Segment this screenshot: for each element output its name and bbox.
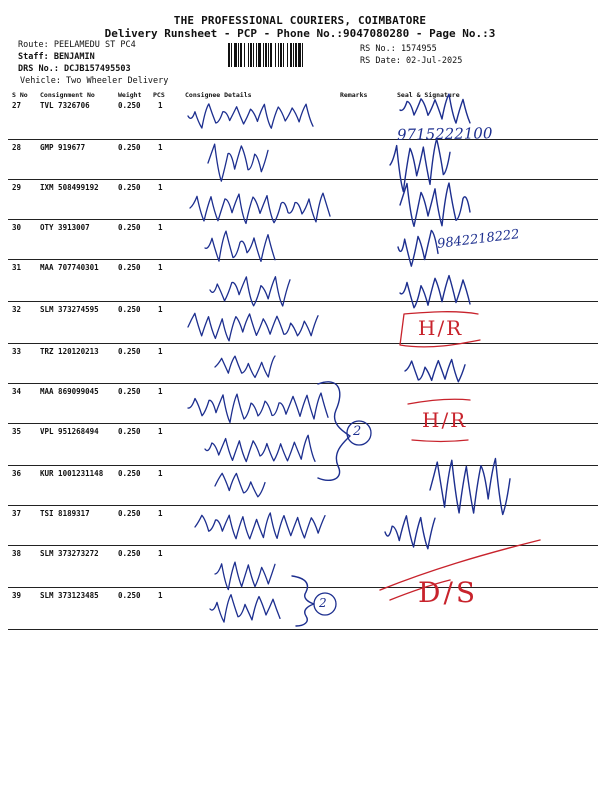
handwritten-count-34-35: 2: [353, 424, 362, 439]
row-pcs: 1: [158, 183, 163, 192]
row-weight: 0.250: [118, 591, 141, 600]
consignee-name-scribble: [205, 435, 315, 461]
handwritten-phone-30: 9842218222: [436, 227, 521, 252]
row-pcs: 1: [158, 387, 163, 396]
row-weight: 0.250: [118, 347, 141, 356]
row-weight: 0.250: [118, 427, 141, 436]
row-sno: 39: [12, 591, 22, 600]
row-weight: 0.250: [118, 387, 141, 396]
col-consignee: Consignee Details: [185, 91, 252, 99]
row-consignment-no: KUR 1001231148: [40, 469, 104, 478]
route-label: Route: PEELAMEDU ST PC4: [18, 40, 136, 50]
row-pcs: 1: [158, 101, 163, 110]
col-signature: Seal & Signature: [397, 91, 460, 99]
row-sno: 34: [12, 387, 22, 396]
handwritten-phone-27: 9715222100: [396, 124, 493, 144]
row-pcs: 1: [158, 509, 163, 518]
row-pcs: 1: [158, 223, 163, 232]
row-pcs: 1: [158, 305, 163, 314]
row-pcs: 1: [158, 347, 163, 356]
row-consignment-no: GMP 919677: [40, 143, 86, 152]
consignee-name-scribble: [208, 144, 268, 181]
row-consignment-no: SLM 373273272: [40, 549, 99, 558]
row-sno: 28: [12, 143, 22, 152]
row-weight: 0.250: [118, 223, 141, 232]
col-sno: S No: [12, 91, 28, 99]
rs-date: RS Date: 02-Jul-2025: [360, 56, 463, 66]
row-weight: 0.250: [118, 305, 141, 314]
consignee-name-scribble: [215, 473, 265, 496]
handwritten-mark-38-39: D/S: [418, 576, 479, 609]
row-sno: 36: [12, 469, 22, 478]
consignee-name-scribble: [215, 356, 275, 377]
consignee-name-scribble: [205, 231, 275, 261]
consignee-name-scribble: [190, 193, 330, 223]
col-pcs: PCS: [153, 91, 165, 99]
consignee-name-scribble: [215, 562, 275, 589]
row-weight: 0.250: [118, 509, 141, 518]
row-weight: 0.250: [118, 101, 141, 110]
row-sno: 35: [12, 427, 22, 436]
row-sno: 33: [12, 347, 22, 356]
handwritten-mark-34: H/R: [422, 408, 468, 432]
row-sno: 31: [12, 263, 22, 272]
row-weight: 0.250: [118, 183, 141, 192]
row-sno: 32: [12, 305, 22, 314]
row-consignment-no: MAA 707740301: [40, 263, 99, 272]
handwritten-count-38-39: 2: [319, 596, 327, 610]
row-consignment-no: TRZ 120120213: [40, 347, 99, 356]
signature-scribble: [430, 459, 510, 515]
signature-scribble: [400, 183, 470, 226]
row-weight: 0.250: [118, 143, 141, 152]
row-consignment-no: TSI 8189317: [40, 509, 90, 518]
staff-label: Staff: BENJAMIN: [18, 52, 95, 62]
consignee-name-scribble: [188, 104, 313, 128]
rs-number: RS No.: 1574955: [360, 44, 437, 54]
document-title: THE PROFESSIONAL COURIERS, COIMBATORE: [173, 14, 427, 27]
brace-38-39: [292, 576, 314, 626]
row-pcs: 1: [158, 469, 163, 478]
row-sno: 37: [12, 509, 22, 518]
row-pcs: 1: [158, 143, 163, 152]
row-consignment-no: SLM 373123485: [40, 591, 99, 600]
signature-scribble: [405, 360, 465, 382]
consignee-name-scribble: [210, 277, 290, 306]
handwritten-mark-32: H/R: [418, 316, 464, 340]
brace-34-35: [318, 382, 350, 480]
col-consignment: Consignment No: [40, 91, 95, 99]
vehicle-label: Vehicle: Two Wheeler Delivery: [20, 76, 169, 86]
row-consignment-no: VPL 951268494: [40, 427, 99, 436]
row-weight: 0.250: [118, 549, 141, 558]
row-weight: 0.250: [118, 263, 141, 272]
signature-scribble: [398, 230, 438, 266]
row-weight: 0.250: [118, 469, 141, 478]
consignee-name-scribble: [188, 313, 318, 340]
row-consignment-no: IXM 508499192: [40, 183, 99, 192]
consignee-name-scribble: [195, 513, 325, 539]
row-pcs: 1: [158, 549, 163, 558]
row-consignment-no: MAA 869099045: [40, 387, 99, 396]
signature-scribble: [400, 276, 470, 308]
drs-label: DRS No.: DCJB157495503: [18, 64, 131, 74]
signature-scribble: [400, 94, 470, 123]
row-sno: 30: [12, 223, 22, 232]
row-sno: 38: [12, 549, 22, 558]
row-pcs: 1: [158, 263, 163, 272]
row-consignment-no: OTY 3913007: [40, 223, 90, 232]
row-consignment-no: TVL 7326706: [40, 101, 90, 110]
signature-scribble: [385, 516, 435, 549]
row-consignment-no: SLM 373274595: [40, 305, 99, 314]
signature-scribble: [390, 139, 450, 192]
document-subtitle: Delivery Runsheet - PCP - Phone No.:9047080280 - Page No.:3: [104, 27, 496, 40]
row-sno: 27: [12, 101, 22, 110]
consignee-name-scribble: [188, 393, 328, 422]
row-sno: 29: [12, 183, 22, 192]
consignee-name-scribble: [210, 595, 280, 622]
row-pcs: 1: [158, 427, 163, 436]
col-weight: Weight: [118, 91, 142, 99]
col-remarks: Remarks: [340, 91, 368, 99]
row-pcs: 1: [158, 591, 163, 600]
